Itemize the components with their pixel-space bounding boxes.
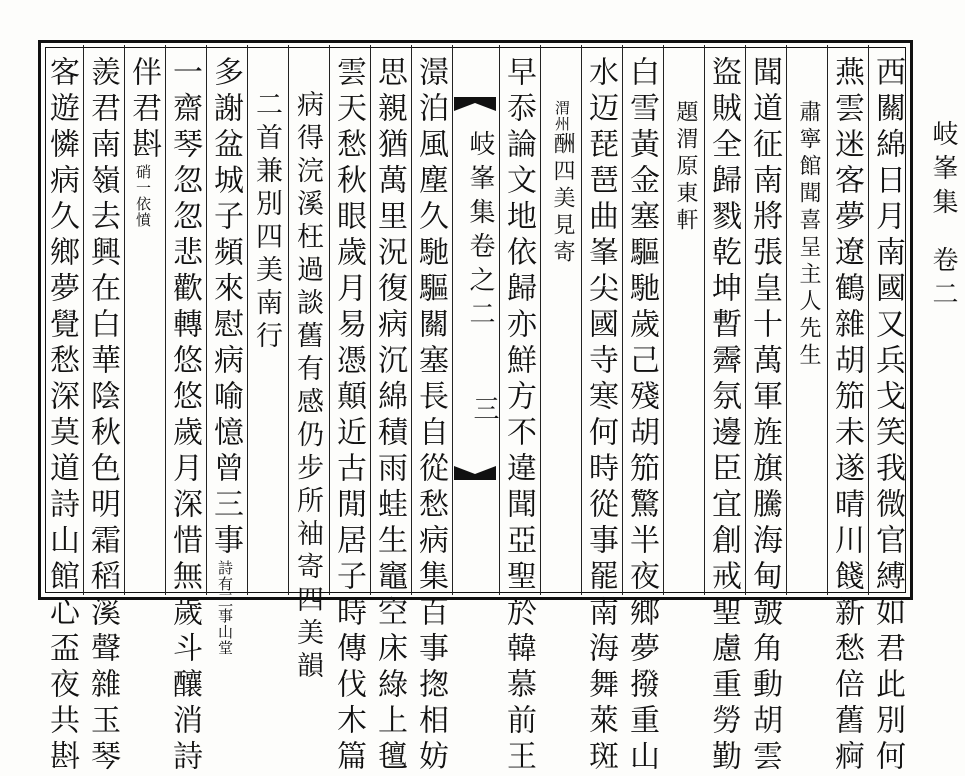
center-book-title: 岐峯集卷之二 (465, 130, 495, 334)
page-number: 三 (469, 395, 499, 421)
column-divider (206, 45, 207, 595)
column-divider (663, 45, 664, 595)
book-title: 岐峯集 (928, 120, 958, 222)
text-column: 燕雲迷客夢遼鶴雜胡笳未遂晴川餞新愁倍舊痾 (829, 56, 864, 776)
column-divider (124, 45, 125, 595)
text-column: 白雪黃金塞驅馳歲己殘胡笳驚半夜鄉夢撥重山 (624, 56, 659, 776)
margin-note: 硝一 (134, 164, 152, 196)
margin-note: 詩有 (216, 560, 234, 592)
text-column: 雲天愁秋眼歲月易憑顛近古閒居子時傳伐木篇 (331, 56, 366, 776)
column-divider (581, 45, 582, 595)
column-divider (370, 45, 371, 595)
fishtail-ornament-bottom (452, 462, 498, 482)
column-divider (868, 45, 869, 595)
column-divider (165, 45, 166, 595)
column-divider (83, 45, 84, 595)
text-column: 西關綿日月南國又兵戈笑我微官縛如君此別何 (870, 56, 905, 776)
poem-heading: 渭州酬四美見寄 (550, 100, 575, 267)
margin-note: 渭州 (553, 100, 571, 132)
volume-label: 卷二 (928, 246, 958, 314)
volume-side-title (925, 120, 962, 314)
text-column: 盜賊全歸戮乾坤暫霽氛邊臣宜創戒聖慮重勞勤 (706, 56, 741, 776)
column-divider (622, 45, 623, 595)
column-divider (452, 45, 453, 595)
column-divider (540, 45, 541, 595)
text-column: 聞道征南將張皇十萬軍旌旗騰海甸皷角動胡雲 (747, 56, 782, 776)
fishtail-ornament-top (452, 95, 498, 115)
text-column: 澋泊風塵久馳驅關塞長自從愁病集百事揔相妨 (413, 56, 448, 776)
margin-note: 三事山堂 (216, 592, 234, 656)
column-divider (247, 45, 248, 595)
column-divider (704, 45, 705, 595)
column-divider (499, 45, 500, 595)
text-column: 一齋琴忽忽悲歡轉悠悠歲月深惜無歲斗釀消詩 (167, 56, 202, 776)
margin-note: 依憤 (134, 196, 152, 228)
column-divider (288, 45, 289, 595)
text-column: 客遊憐病久鄉夢覺愁深莫道詩山館心盃夜共斟 (44, 56, 79, 776)
poem-heading: 題渭原東軒 (673, 100, 698, 235)
poem-heading: 肅寧館聞喜呈主人先生 (796, 100, 821, 370)
text-column: 多謝盆城子頻來慰病喻憶曾三事詩有三事山堂 (208, 56, 243, 656)
column-divider (827, 45, 828, 595)
column-divider (745, 45, 746, 595)
text-column: 早忝論文地依歸亦鮮方不違聞亞聖於韓慕前王 (501, 56, 536, 776)
poem-heading: 二首兼別四美南行 (251, 90, 282, 354)
column-divider (411, 45, 412, 595)
poem-heading: 病得浣溪枉過談舊有感仍步所袖寄四美韻 (292, 90, 323, 684)
column-divider (329, 45, 330, 595)
column-divider (786, 45, 787, 595)
text-column: 思親猶萬里況復病沉綿積雨蛙生竈空床綠上氊 (372, 56, 407, 776)
text-column: 水迈琵琶曲峯尖國寺寒何時從事罷南海舞萊斑 (583, 56, 618, 776)
text-column: 羨君南嶺去興在白華陰秋色明霜稻溪聲雜玉琴 (85, 56, 120, 776)
text-column: 伴君斟硝一依憤 (126, 56, 161, 228)
